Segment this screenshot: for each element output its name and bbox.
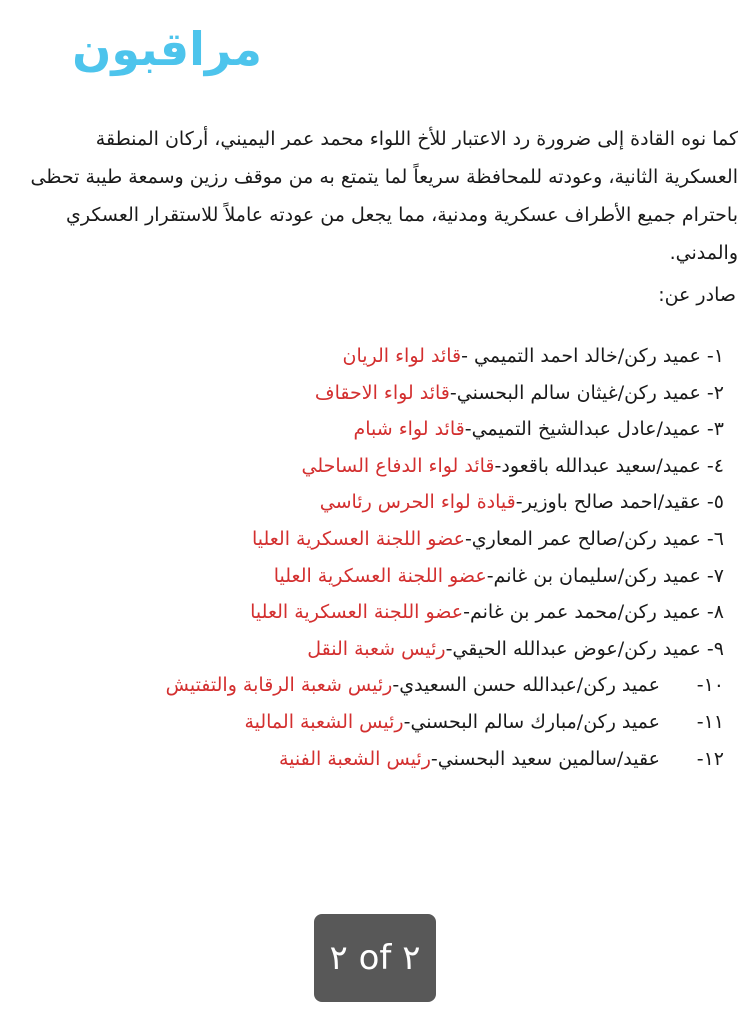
list-item xyxy=(24,558,724,595)
item-title: قيادة لواء الحرس رئاسي xyxy=(319,491,516,514)
signatories-list xyxy=(24,338,724,777)
issued-by-heading: صادر عن: xyxy=(658,284,736,306)
item-number: ٩- xyxy=(706,637,724,660)
item-name: عقيد/سالمين سعيد البحسني- xyxy=(430,747,660,770)
paragraph-line: والمدني. xyxy=(669,242,738,264)
list-item xyxy=(24,521,724,558)
item-number: ١٠- xyxy=(696,674,724,697)
item-number: ١١- xyxy=(696,710,724,733)
item-title: قائد لواء الريان xyxy=(342,345,462,367)
item-title: عضو اللجنة العسكرية العليا xyxy=(250,601,464,624)
list-item xyxy=(24,704,724,741)
logo-text: مراقبون xyxy=(72,22,262,76)
item-name: عميد ركن/محمد عمر بن غانم- xyxy=(463,601,701,624)
statement-paragraph xyxy=(0,120,738,272)
paragraph-line: باحترام جميع الأطراف عسكرية ومدنية، مما يجعل من عودته عاملاً للاستقرار العسكري xyxy=(66,204,738,226)
item-number: ١٢- xyxy=(696,747,724,770)
list-item xyxy=(24,448,724,485)
item-title: عضو اللجنة العسكرية العليا xyxy=(251,527,465,550)
item-name: عميد/عادل عبدالشيخ التميمي- xyxy=(464,418,701,441)
item-title: رئيس الشعبة الفنية xyxy=(278,747,431,770)
item-name: عميد ركن/صالح عمر المعاري- xyxy=(464,527,701,550)
list-item xyxy=(24,338,724,375)
item-title: رئيس شعبة الرقابة والتفتيش xyxy=(165,674,393,697)
page-indicator xyxy=(314,914,436,1002)
item-name: عميد ركن/غيثان سالم البحسني- xyxy=(449,381,701,404)
item-title: قائد لواء الدفاع الساحلي xyxy=(301,454,495,477)
list-item xyxy=(24,741,724,778)
item-number: ٤- xyxy=(706,454,724,477)
list-item xyxy=(24,484,724,521)
item-title: رئيس شعبة النقل xyxy=(307,637,446,660)
item-title: قائد لواء الاحقاف xyxy=(314,381,450,404)
paragraph-line: كما نوه القادة إلى ضرورة رد الاعتبار للأخ اللواء محمد عمر اليميني، أركان المنطقة xyxy=(95,128,738,150)
item-name: عميد ركن/سليمان بن غانم- xyxy=(486,564,701,587)
item-number: ٦- xyxy=(706,527,724,550)
list-item xyxy=(24,594,724,631)
logo xyxy=(22,14,262,84)
item-number: ٥- xyxy=(706,491,724,514)
paragraph-line: العسكرية الثانية، وعودته للمحافظة سريعاً لما يتمتع به من موقف رزين وسمعة طيبة تحظى xyxy=(30,166,738,188)
item-name: عميد/سعيد عبدالله باقعود- xyxy=(494,454,701,477)
item-name: عقيد/احمد صالح باوزير- xyxy=(515,491,701,514)
item-title: قائد لواء شبام xyxy=(353,418,465,441)
item-number: ٧- xyxy=(706,564,724,587)
list-item xyxy=(24,631,724,668)
item-number: ٢- xyxy=(706,381,724,404)
item-number: ٣- xyxy=(706,418,724,441)
item-number: ١- xyxy=(706,345,724,367)
list-item xyxy=(24,411,724,448)
list-item xyxy=(24,375,724,412)
item-title: رئيس الشعبة المالية xyxy=(244,710,404,733)
item-name: عميد ركن/مبارك سالم البحسني- xyxy=(403,710,660,733)
item-name: عميد ركن/عوض عبدالله الحيقي- xyxy=(445,637,701,660)
page-indicator-label: ٢ of ٢ xyxy=(329,938,421,978)
item-number: ٨- xyxy=(706,601,724,624)
item-name: عميد ركن/عبدالله حسن السعيدي- xyxy=(392,674,660,697)
list-item xyxy=(24,667,724,704)
item-title: عضو اللجنة العسكرية العليا xyxy=(273,564,487,587)
item-name: عميد ركن/خالد احمد التميمي - xyxy=(461,345,701,367)
